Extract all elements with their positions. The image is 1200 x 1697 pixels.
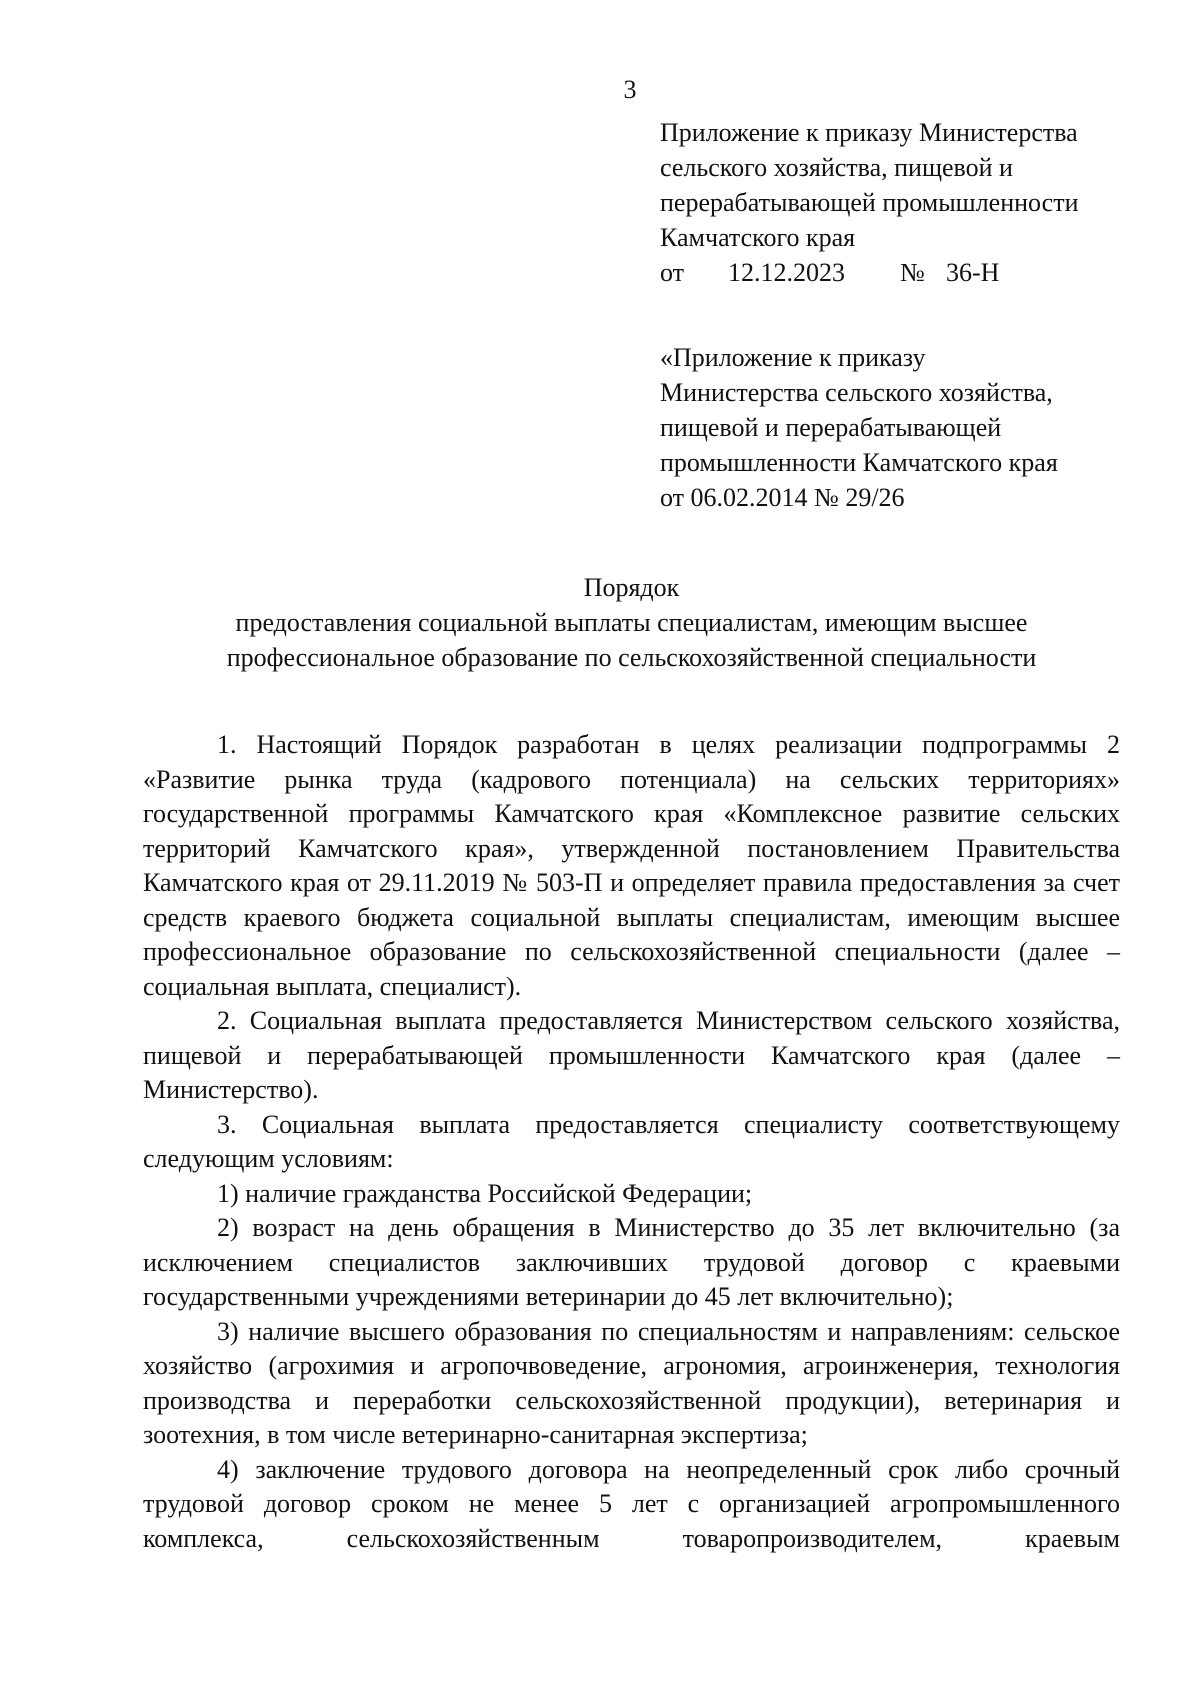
annex-current-order <box>660 115 1120 290</box>
paragraph-1: 1. Настоящий Порядок разработан в целях реализации подпрограммы 2 «Развитие рынка труда (кадрового потенциала) на сельских территориях» государственной программы Камчатского края «Комплексное развитие сельских территорий Камчатского края», утвержденной постановлением Правительства Камчатского края от 29.11.2019 № 503-П и определяет правила предоставления за счет средств краевого бюджета социальной выплаты специалистам, имеющим высшее профессиональное образование по сельскохозяйственной специальности (далее – социальная выплата, специалист). <box>143 730 1120 1001</box>
annex-line: от 06.02.2014 № 29/26 <box>660 483 905 512</box>
order-date-number <box>660 255 1120 290</box>
order-date: 12.12.2023 <box>728 258 845 287</box>
order-from-label: от <box>660 258 685 287</box>
annex-line: сельского хозяйства, пищевой и <box>660 153 1013 182</box>
condition-3: 3) наличие высшего образования по специальностям и направлениям: сельское хозяйство (агрохимия и агропочвоведение, агрономия, агроинженерия, технология производства и переработки сельскохозяйственной продукции), ветеринария и зоотехния, в том числе ветеринарно-санитарная экспертиза; <box>143 1316 1120 1449</box>
title-heading: Порядок <box>583 573 680 602</box>
annex-line: Приложение к приказу Министерства <box>660 118 1078 147</box>
annex-line: Министерства сельского хозяйства, <box>660 378 1053 407</box>
condition-4: 4) заключение трудового договора на неопределенный срок либо срочный трудовой договор сроком не менее 5 лет с организацией агропромышленного комплекса, сельскохозяйственным товаропроизводителем, краевым <box>143 1454 1120 1553</box>
condition-2: 2) возраст на день обращения в Министерство до 35 лет включительно (за исключением специалистов заключивших трудовой договор с краевыми государственными учреждениями ветеринарии до 45 лет включительно); <box>143 1213 1120 1311</box>
title-subtitle-line: профессиональное образование по сельскохозяйственной специальности <box>226 643 1037 672</box>
title-subtitle-line: предоставления социальной выплаты специалистам, имеющим высшее <box>235 608 1028 637</box>
document-body <box>143 728 1120 1556</box>
annex-line: перерабатывающей промышленности <box>660 188 1079 217</box>
condition-1: 1) наличие гражданства Российской Федерации; <box>217 1178 753 1208</box>
paragraph-3: 3. Социальная выплата предоставляется специалисту соответствующему следующим условиям: <box>143 1109 1120 1173</box>
annex-line: промышленности Камчатского края <box>660 448 1058 477</box>
document-title <box>143 570 1120 675</box>
annex-line: Камчатского края <box>660 223 856 252</box>
order-number: 36-Н <box>946 258 1000 287</box>
paragraph-2: 2. Социальная выплата предоставляется Министерством сельского хозяйства, пищевой и перерабатывающей промышленности Камчатского края (далее – Министерство). <box>143 1006 1120 1104</box>
page-number: 3 <box>623 75 637 104</box>
annex-original-order <box>660 340 1120 515</box>
annex-line: пищевой и перерабатывающей <box>660 413 1002 442</box>
annex-line: «Приложение к приказу <box>660 343 926 372</box>
order-number-sign: № <box>900 258 925 287</box>
